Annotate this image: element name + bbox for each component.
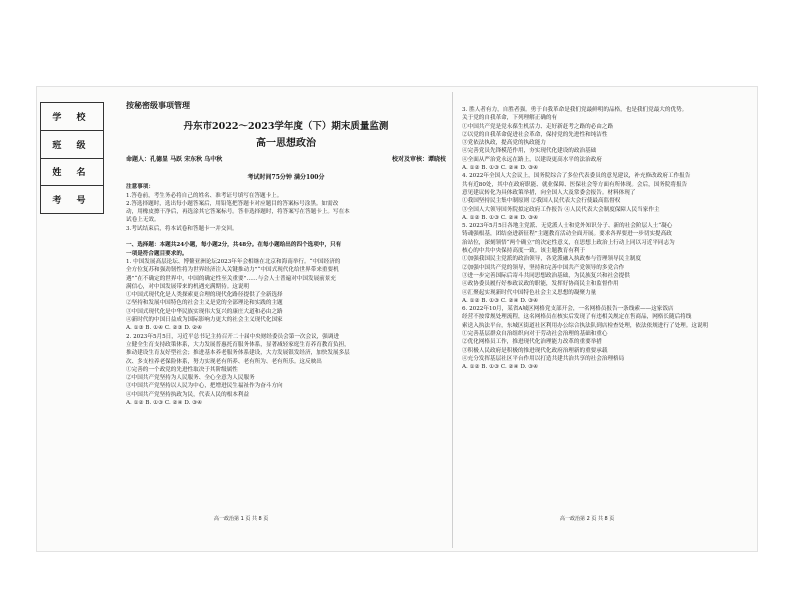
text-line: A. ①② B. ①③ C. ②④ D. ③④ <box>462 165 539 172</box>
text-line: 铸魂强根基，团结奋进新征程”主题教育活动全面开展。要求各界要进一步切实提高政 <box>462 231 672 238</box>
text-line: ④充分发挥基层社区平台作用以打造共建共治共享的社会治理格局 <box>462 355 625 362</box>
text-line: 经营不按常规处理流程，这名网格员在核实后发现了有违相关规定在售商品，网格长随后将线 <box>462 314 692 321</box>
text-line: ③党依法执政，提高党的执政能力 <box>462 140 546 147</box>
text-line: 试卷上无效。 <box>126 217 160 224</box>
text-line: 意见建议转化为具体政策举措，向全国人大及常委会报告。材料体现了 <box>462 189 636 196</box>
right-page <box>462 106 752 372</box>
text-line: 6. 2022年10月，某省A城区网格党支部开会，一名网格员报告一条线索——这家饭店 <box>462 306 674 313</box>
text-line: ④汇聚起实现新时代中国特色社会主义思想的凝聚力量 <box>462 289 597 296</box>
text-line: ②加强中国共产党的领导，坚持和完善中国共产党领导的多党合作 <box>462 264 625 271</box>
text-line: ④中国共产党坚持执政为民，代表人民的根本利益 <box>126 391 250 398</box>
text-line: 次、多支柱养老保险体系，努力实现老有所养、老有所为、老有所乐。这反映出 <box>126 358 322 365</box>
footer-page-2: 高一政治第 2 页 共 8 页 <box>560 516 615 522</box>
text-line: 3. 胜人者有力，自胜者强。勇于自我革命是我们党最鲜明的品格，也是我们党最大的优势。 <box>462 107 688 113</box>
text-line: ③中国式现代化是中华民族实现伟大复兴的康庄大道和必由之路 <box>126 308 283 315</box>
text-line: A. ①② B. ①③ C. ②④ D. ③④ <box>462 214 539 221</box>
text-line: ④全面从严治党永远在路上，以建设更高水平的法治政府 <box>462 156 602 163</box>
right-body-text <box>462 106 752 372</box>
text-line: 动，用橡皮擦干净后，再选涂其它答案标号。答非选择题时，将答案写在答题卡上。写在本 <box>126 209 350 216</box>
left-page <box>126 101 446 407</box>
text-line: ①我国坚持民主集中制原则 ②我国人民代表大会行使最高监督权 <box>462 198 621 205</box>
text-line: A. ①② B. ①③ C. ②④ D. ③④ <box>126 400 203 407</box>
text-line: 5. 2023年5月5日各地主党派、无党派人士和党外知识分子、新的社会阶层人士“凝心 <box>462 223 673 230</box>
text-line: 索送入执法平台，东城区街道社区利用办公综合执法队到店检查处理，依法依规进行了处理。这说明 <box>462 322 709 329</box>
text-line: ③中国共产党坚持以人民为中心，把增进民生福祉作为奋斗方向 <box>126 383 283 390</box>
text-line: ②优化网格员工作，推进现代化治理能力改革的重要举措 <box>462 339 602 346</box>
text-line: ④新时代的中国日益成为国际影响力更大的社会主义现代化国家 <box>126 317 283 324</box>
footer-page-1: 高一政治第 1 页 共 8 页 <box>214 516 269 522</box>
page-fold-line <box>452 92 453 548</box>
text-line: ③积极人民政府是积极的推进现代化政府治理新的重要承载 <box>462 347 608 354</box>
confidential-label: 按秘密级事项管理 <box>126 101 190 110</box>
exam-title: 丹东市2022～2023学年度（下）期末质量监测 <box>183 121 389 133</box>
text-line: ①加强我国民主党派的政治领导，各党派融入执政参与管理领导民主制度 <box>462 256 642 263</box>
exam-number-cell: 考 号 <box>41 186 104 214</box>
class-cell: 班 级 <box>41 130 104 158</box>
text-line: 1. 中国发展高层论坛、博鳌亚洲论坛2023年年会相继在北京和海南举行。“中国经济的 <box>126 258 341 265</box>
text-line: 4. 2022年全国人大会议上，国务院综合了多位代表委员的意见建议，补充修改政府工作报告 <box>462 173 691 180</box>
exam-meta: 考试时间75分钟 满分100分 <box>247 174 325 182</box>
text-line: ①完善基层群众自治组织向对于劳动社会治理的基础和重心 <box>462 331 608 338</box>
text-line: 3.考试结束后，将本试卷和答题卡一并交回。 <box>126 225 238 232</box>
text-line: ③全国人大领导国务院拟定政府工作报告 ④人民代表大会制度保障人民当家作主 <box>462 206 660 213</box>
text-line: 推动建设生育友好型社会；推进基本养老服务体系建设，大力发展银发经济，加快发展多层 <box>126 350 350 357</box>
text-line: A. ①③ B. ①④ C. ②③ D. ②④ <box>126 325 203 332</box>
text-line: 一、选择题：本题共24小题，每小题2分，共48分。在每小题给出的四个选项中，只有 <box>126 242 342 249</box>
text-line: A. ①② B. ①③ C. ②④ D. ③④ <box>462 297 539 304</box>
binding-info-table <box>40 102 104 214</box>
school-cell: 学 校 <box>41 103 104 131</box>
text-line: 核心的中共中央保持高度一致。该主题教育有利于 <box>462 248 586 255</box>
authors-line <box>126 154 446 166</box>
subject-title: 高一思想政治 <box>256 138 316 150</box>
name-cell: 姓 名 <box>41 158 104 186</box>
text-line: 2. 2023年5月5日，习近平总书记主持召开二十届中央财经委员会第一次会议，强调进 <box>126 333 340 340</box>
text-line: 遇”“在不确定的世界中，中国的确定性至关重要”……与会人士普遍对中国发展前景充 <box>126 275 336 282</box>
authors: 命题人：孔德显 马跃 宋东秋 乌中秋 <box>126 156 223 164</box>
text-line: 1.答卷前，考生务必将自己的姓名、准考证号填写在答题卡上。 <box>126 192 283 199</box>
text-line: ④政协委员履行好参政议政的职能，发挥好协商民主和监督作用 <box>462 281 619 288</box>
text-line: 治站位，深刻领悟“两个确立”的决定性意义，在思想上政治上行动上同以习近平同志为 <box>462 239 675 246</box>
text-line: 一项是符合题目要求的。 <box>126 250 188 257</box>
text-line: ①中国共产党是党永葆生机活力、走好新赶考之路的必由之路 <box>462 123 614 130</box>
text-line: ②以党的自我革命促进社会革命，保持党的先进性和纯洁性 <box>462 131 608 138</box>
text-line: ①中国式现代化是人类探索更合理的现代化路径提供了全新选择 <box>126 292 283 299</box>
text-line: ①完善的一个政党的先进性取决于其阶级属性 <box>126 366 238 373</box>
text-line: 立健全生育支持政策体系，大力发展普惠托育服务体系，显著减轻家庭生育养育教育负担， <box>126 341 350 348</box>
text-line: 关于党的自我革命，下列理解正确的有 <box>462 115 558 122</box>
text-line <box>126 233 446 241</box>
notice-title: 注意事项： <box>126 184 154 191</box>
text-line: 共有近80处，其中在政府职能、就业保障、医保社会等方面有所体现。会后，国务院将报告 <box>462 181 688 188</box>
text-line: ②坚持和发展中国特色的社会主义是党的全部理论和实践的主题 <box>126 300 283 307</box>
text-line: 全方位复苏和强劲韧性将为世界经济注入关键推动力”“中国式现代化给世界带来重要机 <box>126 267 339 274</box>
text-line: 满信心，对中国发展带来的机遇充满期待。这说明 <box>126 283 250 290</box>
text-line: ④完善党员先锋模范作用，夯实现代化建设的政治基础 <box>462 148 597 155</box>
left-body-text <box>126 192 446 408</box>
text-line: ③进一步完善国际后寄斗共同思想政治基础，为民族复兴和社会提供 <box>462 272 630 279</box>
text-line: A. ①② B. ①③ C. ②④ D. ③④ <box>462 364 539 371</box>
text-line: ②中国共产党坚持为人民服务、全心全意为人民服务 <box>126 375 255 382</box>
reviewers: 校对及审核：谭晓枝 <box>391 156 446 164</box>
text-line: 2.答选择题时，选出每小题答案后，用铅笔把答题卡对应题目的答案标号涂黑。如需改 <box>126 200 339 207</box>
